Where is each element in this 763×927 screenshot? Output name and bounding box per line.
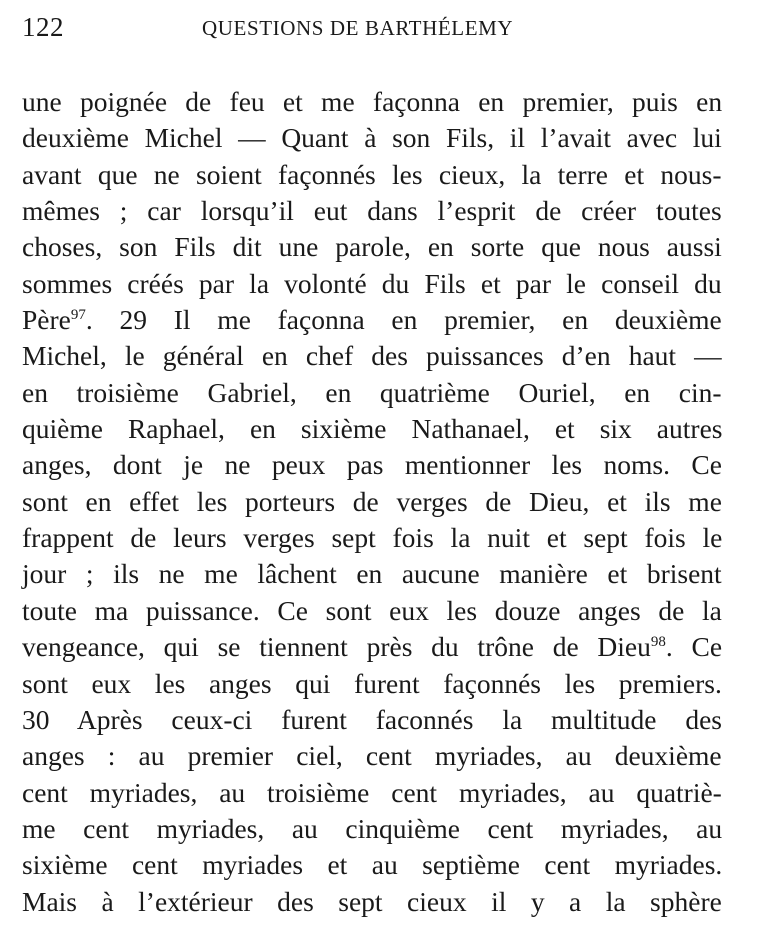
text-line: sont en effet les porteurs de verges de Dieu, et ils me bbox=[22, 485, 722, 517]
text-line bbox=[22, 629, 722, 665]
text-line: avant que ne soient façonnés les cieux, la terre et nous- bbox=[22, 158, 722, 190]
text-segment: . 29 Il me façonna en premier, en deuxième bbox=[85, 304, 722, 336]
text-line: une poignée de feu et me façonna en premier, puis en bbox=[22, 86, 723, 117]
text-line: deuxième Michel — Quant à son Fils, il l’avait avec lui bbox=[22, 122, 722, 154]
footnote-ref-97: 97 bbox=[70, 306, 86, 323]
text-line: 30 Après ceux-ci furent faconnés la multitude des bbox=[22, 703, 722, 735]
text-segment: . Ce bbox=[665, 631, 723, 663]
text-line: sommes créés par la volonté du Fils et par le conseil du bbox=[22, 267, 722, 299]
text-line: quième Raphael, en sixième Nathanael, et six autres bbox=[22, 413, 723, 445]
page-header bbox=[22, 10, 723, 44]
text-segment: Père bbox=[22, 304, 71, 336]
footnote-ref-98: 98 bbox=[650, 634, 666, 650]
text-line: anges : au premier ciel, cent myriades, au deuxième bbox=[22, 740, 722, 772]
text-segment: vengeance, qui se tiennent près du trône de Dieu bbox=[22, 631, 651, 663]
text-line bbox=[22, 302, 722, 338]
running-title: QUESTIONS DE BARTHÉLEMY bbox=[202, 16, 514, 40]
text-line: mêmes ; car lorsqu’il eut dans l’esprit de créer toutes bbox=[22, 195, 722, 227]
text-line: me cent myriades, au cinquième cent myriades, au bbox=[22, 812, 723, 844]
text-line: anges, dont je ne peux pas mentionner les noms. Ce bbox=[22, 449, 722, 481]
text-line: sixième cent myriades et au septième cent myriades. bbox=[22, 849, 723, 881]
text-line: sont eux les anges qui furent façonnés les premiers. bbox=[22, 667, 722, 699]
text-line: Mais à l’extérieur des sept cieux il y a la sphère bbox=[22, 885, 722, 917]
text-line: cent myriades, au troisième cent myriades, au quatriè- bbox=[22, 776, 722, 808]
text-line: frappent de leurs verges sept fois la nuit et sept fois le bbox=[22, 522, 723, 554]
text-line: en troisième Gabriel, en quatrième Ouriel, en cin- bbox=[22, 376, 722, 408]
text-line: choses, son Fils dit une parole, en sorte que nous aussi bbox=[22, 231, 722, 263]
body-text bbox=[22, 84, 722, 920]
text-line: toute ma puissance. Ce sont eux les douze anges de la bbox=[22, 594, 722, 626]
text-line: Michel, le général en chef des puissances d’en haut — bbox=[22, 340, 722, 372]
text-line: jour ; ils ne me lâchent en aucune manière et brisent bbox=[22, 558, 722, 590]
page-number: 122 bbox=[22, 12, 64, 42]
